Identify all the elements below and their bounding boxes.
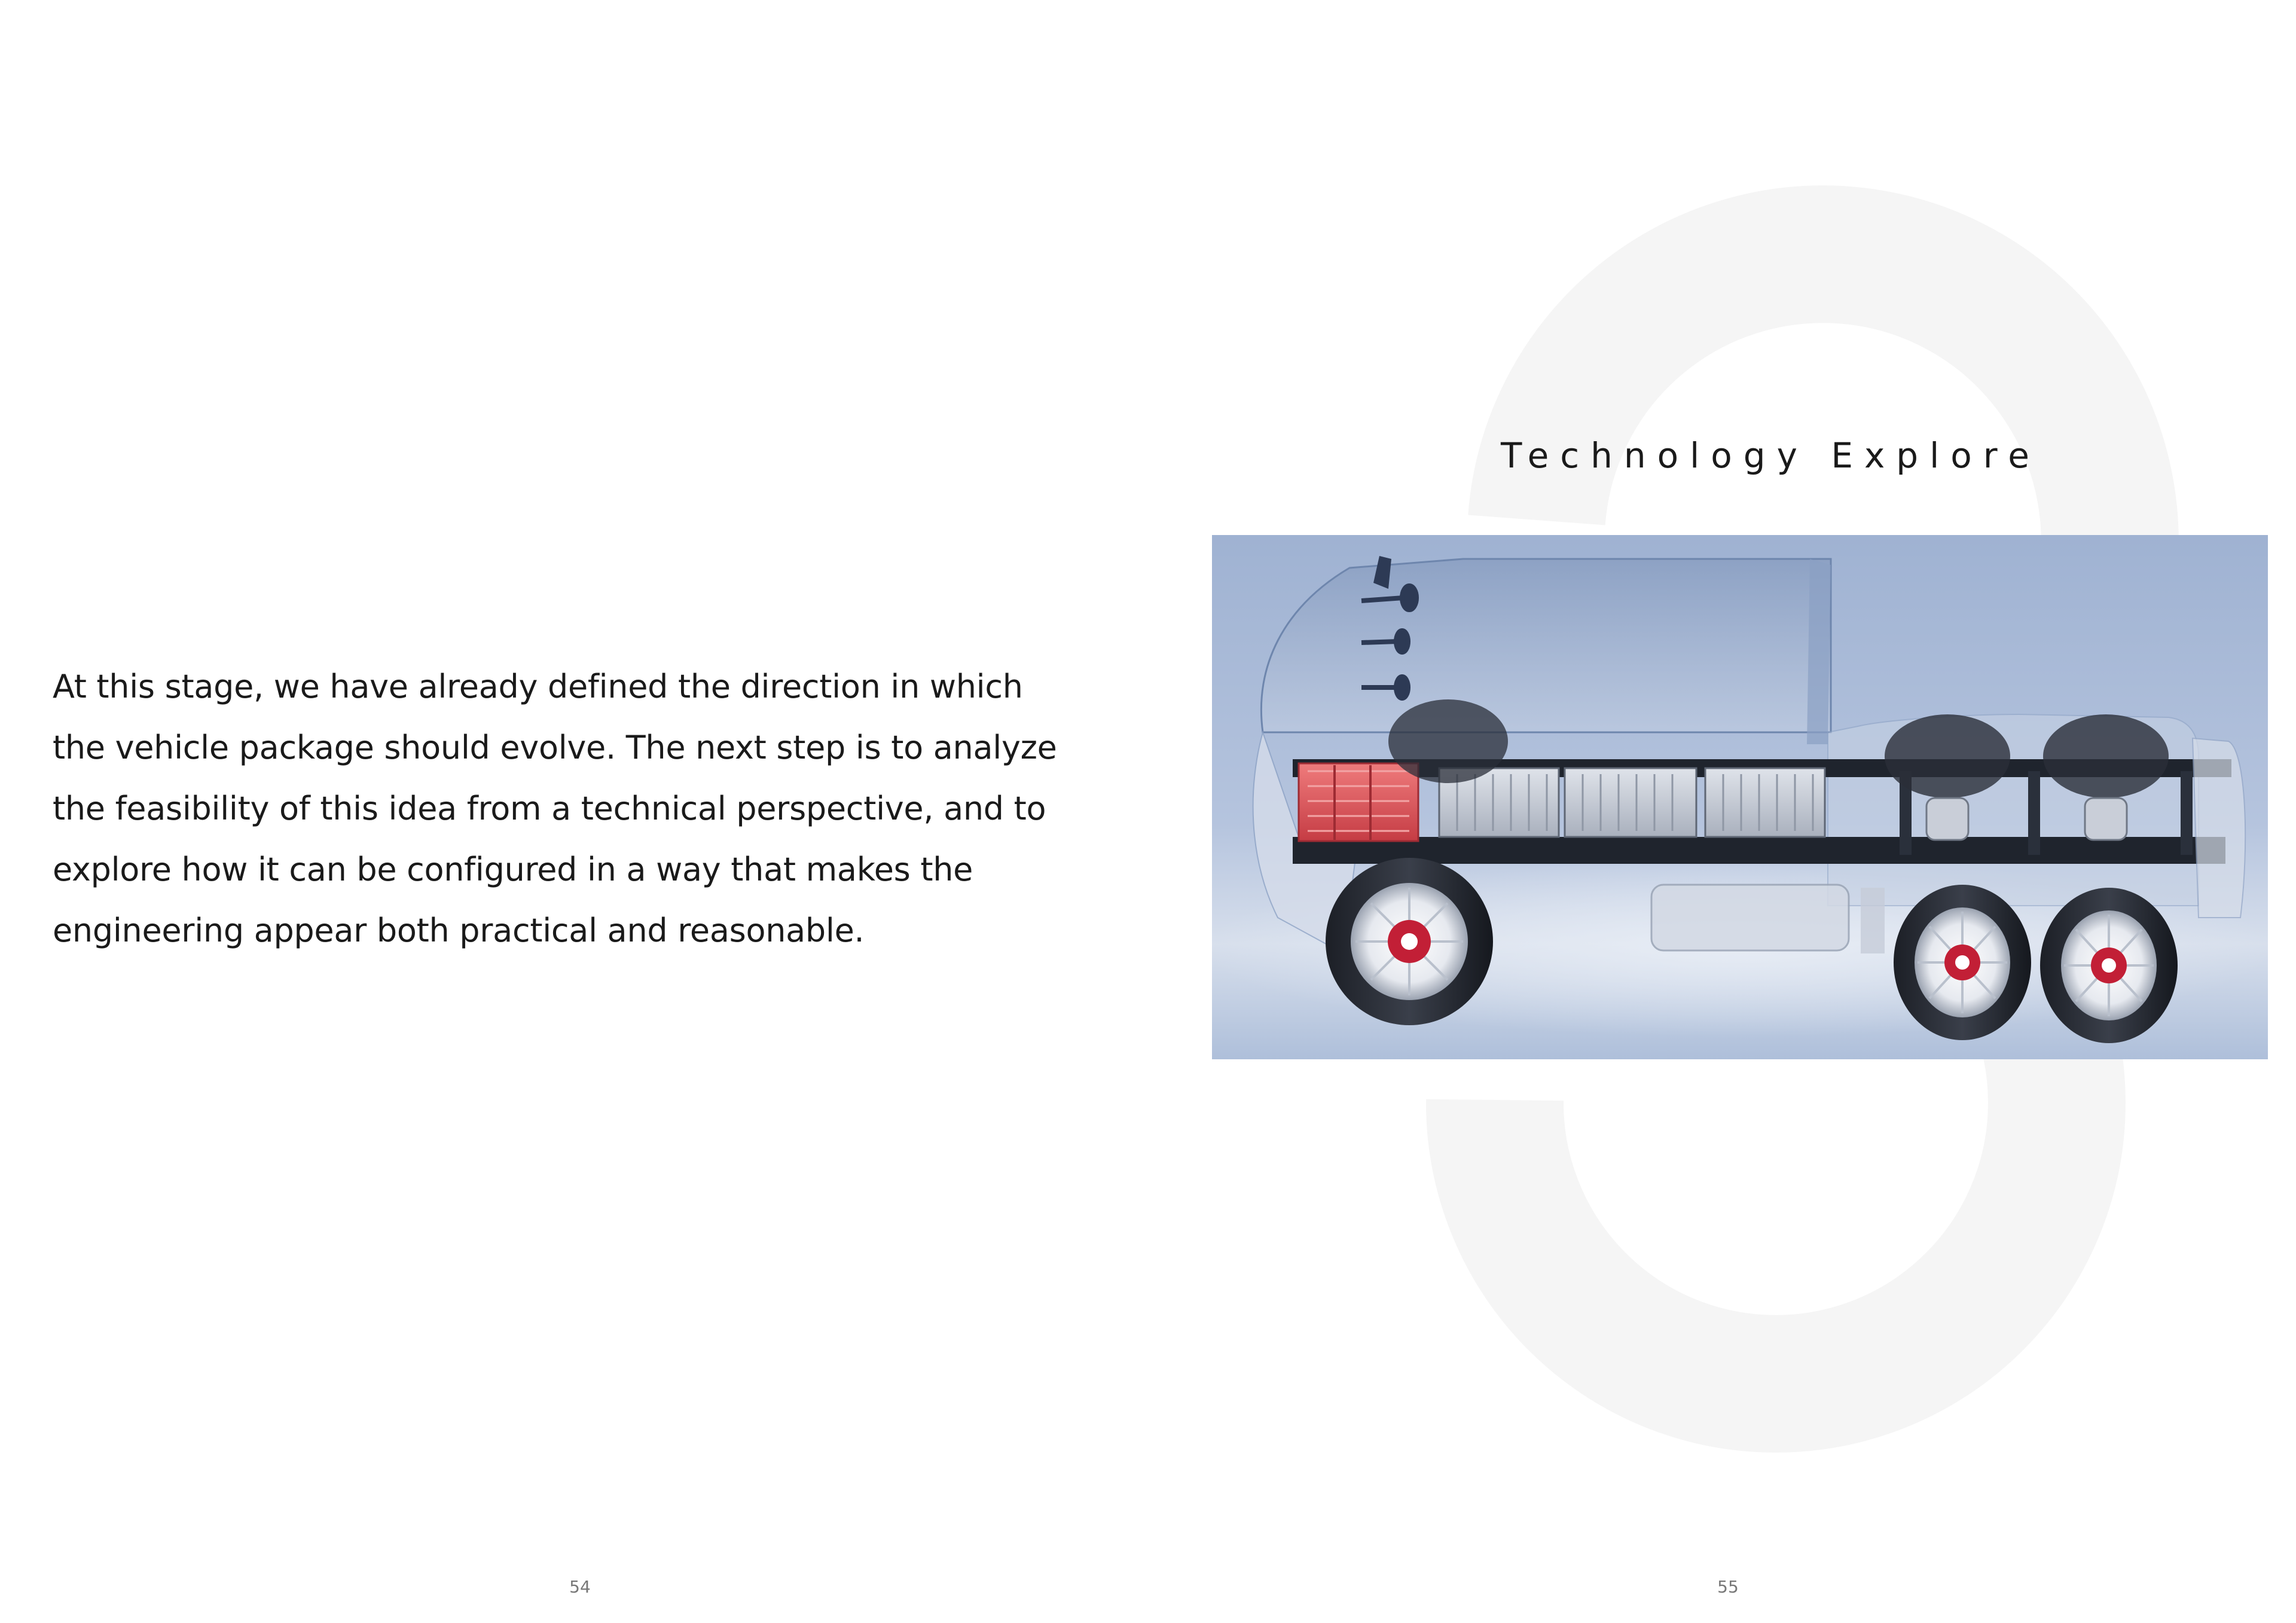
truck-cutaway-icon (1212, 535, 2268, 1059)
truck-render-image (1212, 535, 2268, 1059)
paragraph-line: At this stage, we have already defined the direction in which (53, 668, 1023, 705)
page-number-left: 54 (569, 1577, 591, 1597)
paragraph-line: the feasibility of this idea from a technical perspective, and to (53, 790, 1046, 827)
paragraph-line: the vehicle package should evolve. The next step is to analyze (53, 729, 1057, 766)
page-number-right: 55 (1717, 1577, 1739, 1597)
paragraph-line: explore how it can be configured in a way that makes the (53, 851, 973, 888)
section-title: Technology Explore (1501, 435, 2041, 476)
body-paragraph (53, 656, 1177, 961)
paragraph-line: engineering appear both practical and reasonable. (53, 912, 865, 949)
